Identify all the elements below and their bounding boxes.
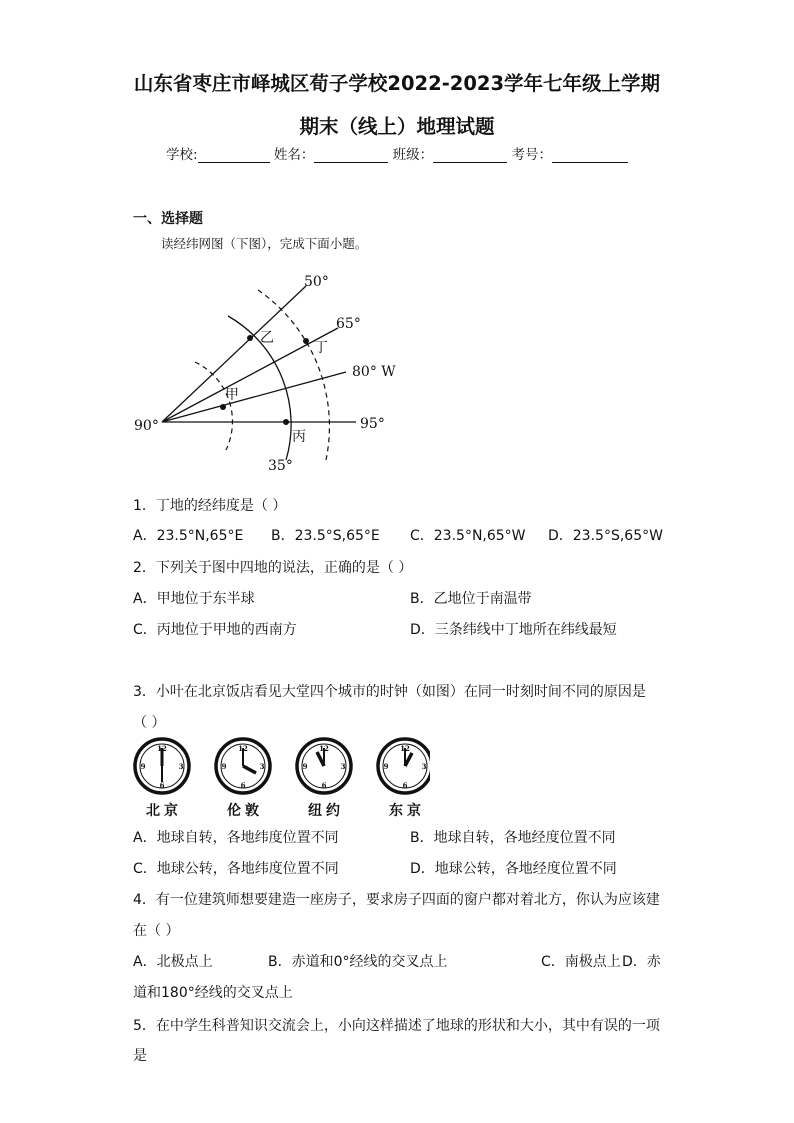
name-label: 姓名： [273,147,315,163]
q3-option-c[interactable]: C．地球公转，各地纬度位置不同 [133,861,339,877]
point-ding [303,338,309,344]
q2-option-d[interactable]: D．三条纬线中丁地所在纬线最短 [410,622,617,638]
q1-option-a[interactable]: A．23.5°N,65°E [133,528,244,544]
clock-numeral: 9 [383,762,389,771]
question-3-stem-line1: 3．小叶在北京饭店看见大堂四个城市的时钟（如图）在同一时刻时间不同的原因是 [133,684,646,700]
clock-numeral: 6 [402,781,408,790]
clock-numeral: 3 [259,762,265,771]
clock-label-beijing: 北京 [146,803,182,819]
label-ding: 丁 [314,340,328,356]
clock-label-london: 伦敦 [227,803,263,819]
question-4-stem-line1: 4．有一位建筑师想要建造一座房子，要求房子四面的窗户都对着北方，你认为应该建 [133,892,660,908]
school-label: 学校: [166,147,198,163]
clock-numeral: 3 [340,762,346,771]
clock-numeral: 6 [321,781,327,790]
clock-numeral: 9 [302,762,308,771]
point-yi [247,335,253,341]
point-bing [283,419,289,425]
graticule-figure [125,262,425,482]
q4-option-d-continued: 道和180°经线的交叉点上 [133,985,293,1001]
clock-numeral: 3 [178,762,184,771]
clock-numeral: 12 [400,744,410,753]
latitude-arc-inner [195,362,232,450]
clock-label-tokyo: 东京 [389,803,425,819]
page-title-line2: 期末（线上）地理试题 [299,115,495,138]
exam-no-blank [552,148,628,163]
label-lon90: 90° [134,418,159,434]
q3-option-d[interactable]: D．地球公转，各地经度位置不同 [410,861,617,877]
label-lon80w: 80° W [352,364,396,380]
label-lon95: 95° [360,416,385,432]
student-info-row [0,143,794,163]
label-bing: 丙 [292,429,306,445]
point-jia [220,404,226,410]
page-title-line1: 山东省枣庄市峄城区荀子学校2022-2023学年七年级上学期 [133,72,661,95]
school-blank [198,148,270,163]
q2-option-a[interactable]: A．甲地位于东半球 [133,591,255,607]
question-5-stem-line2: 是 [133,1048,147,1064]
clock-label-newyork: 纽约 [308,803,344,819]
question-5-stem-line1: 5．在中学生科普知识交流会上，小向这样描述了地球的形状和大小，其中有误的一项 [133,1018,660,1034]
exam-no-label: 考号： [511,147,552,163]
meridian-80w [162,372,346,422]
clock-numeral: 12 [157,744,167,753]
class-blank [433,148,507,163]
question-4-stem-line2: 在（ ） [133,923,180,939]
q3-option-a[interactable]: A．地球自转，各地纬度位置不同 [133,830,339,846]
class-label: 班级： [392,147,434,163]
q4-option-d[interactable]: D．赤 [622,954,661,970]
label-jia: 甲 [225,387,239,403]
q4-option-c[interactable]: C．南极点上 [541,954,621,970]
clocks-figure [130,735,430,797]
q1-option-d[interactable]: D．23.5°S,65°W [548,528,663,544]
question-1-stem: 1．丁地的经纬度是（ ） [133,498,287,514]
q2-option-c[interactable]: C．丙地位于甲地的西南方 [133,622,297,638]
question-3-stem-line2: （ ） [133,715,166,731]
meridian-65 [162,328,338,422]
clock-numeral: 12 [319,744,329,753]
clock-numeral: 3 [421,762,427,771]
q1-option-b[interactable]: B．23.5°S,65°E [271,528,380,544]
q4-option-b[interactable]: B．赤道和0°经线的交叉点上 [268,954,448,970]
q2-option-b[interactable]: B．乙地位于南温带 [410,591,532,607]
q1-option-c[interactable]: C．23.5°N,65°W [410,528,526,544]
question-2-stem: 2．下列关于图中四地的说法，正确的是（ ） [133,560,413,576]
label-lon65: 65° [336,316,361,332]
clock-numeral: 9 [221,762,227,771]
q3-option-b[interactable]: B．地球自转，各地经度位置不同 [410,830,616,846]
clock-numeral: 6 [240,781,246,790]
section-heading: 一、选择题 [133,211,203,227]
clock-numeral: 6 [159,781,165,790]
section-intro: 读经纬网图（下图），完成下面小题。 [161,236,368,251]
clock-numeral: 9 [140,762,146,771]
name-blank [314,148,388,163]
q4-option-a[interactable]: A．北极点上 [133,954,213,970]
label-lat35: 35° [268,458,293,474]
clock-numeral: 12 [238,744,248,753]
label-yi: 乙 [260,330,274,346]
label-lon50: 50° [304,274,329,290]
